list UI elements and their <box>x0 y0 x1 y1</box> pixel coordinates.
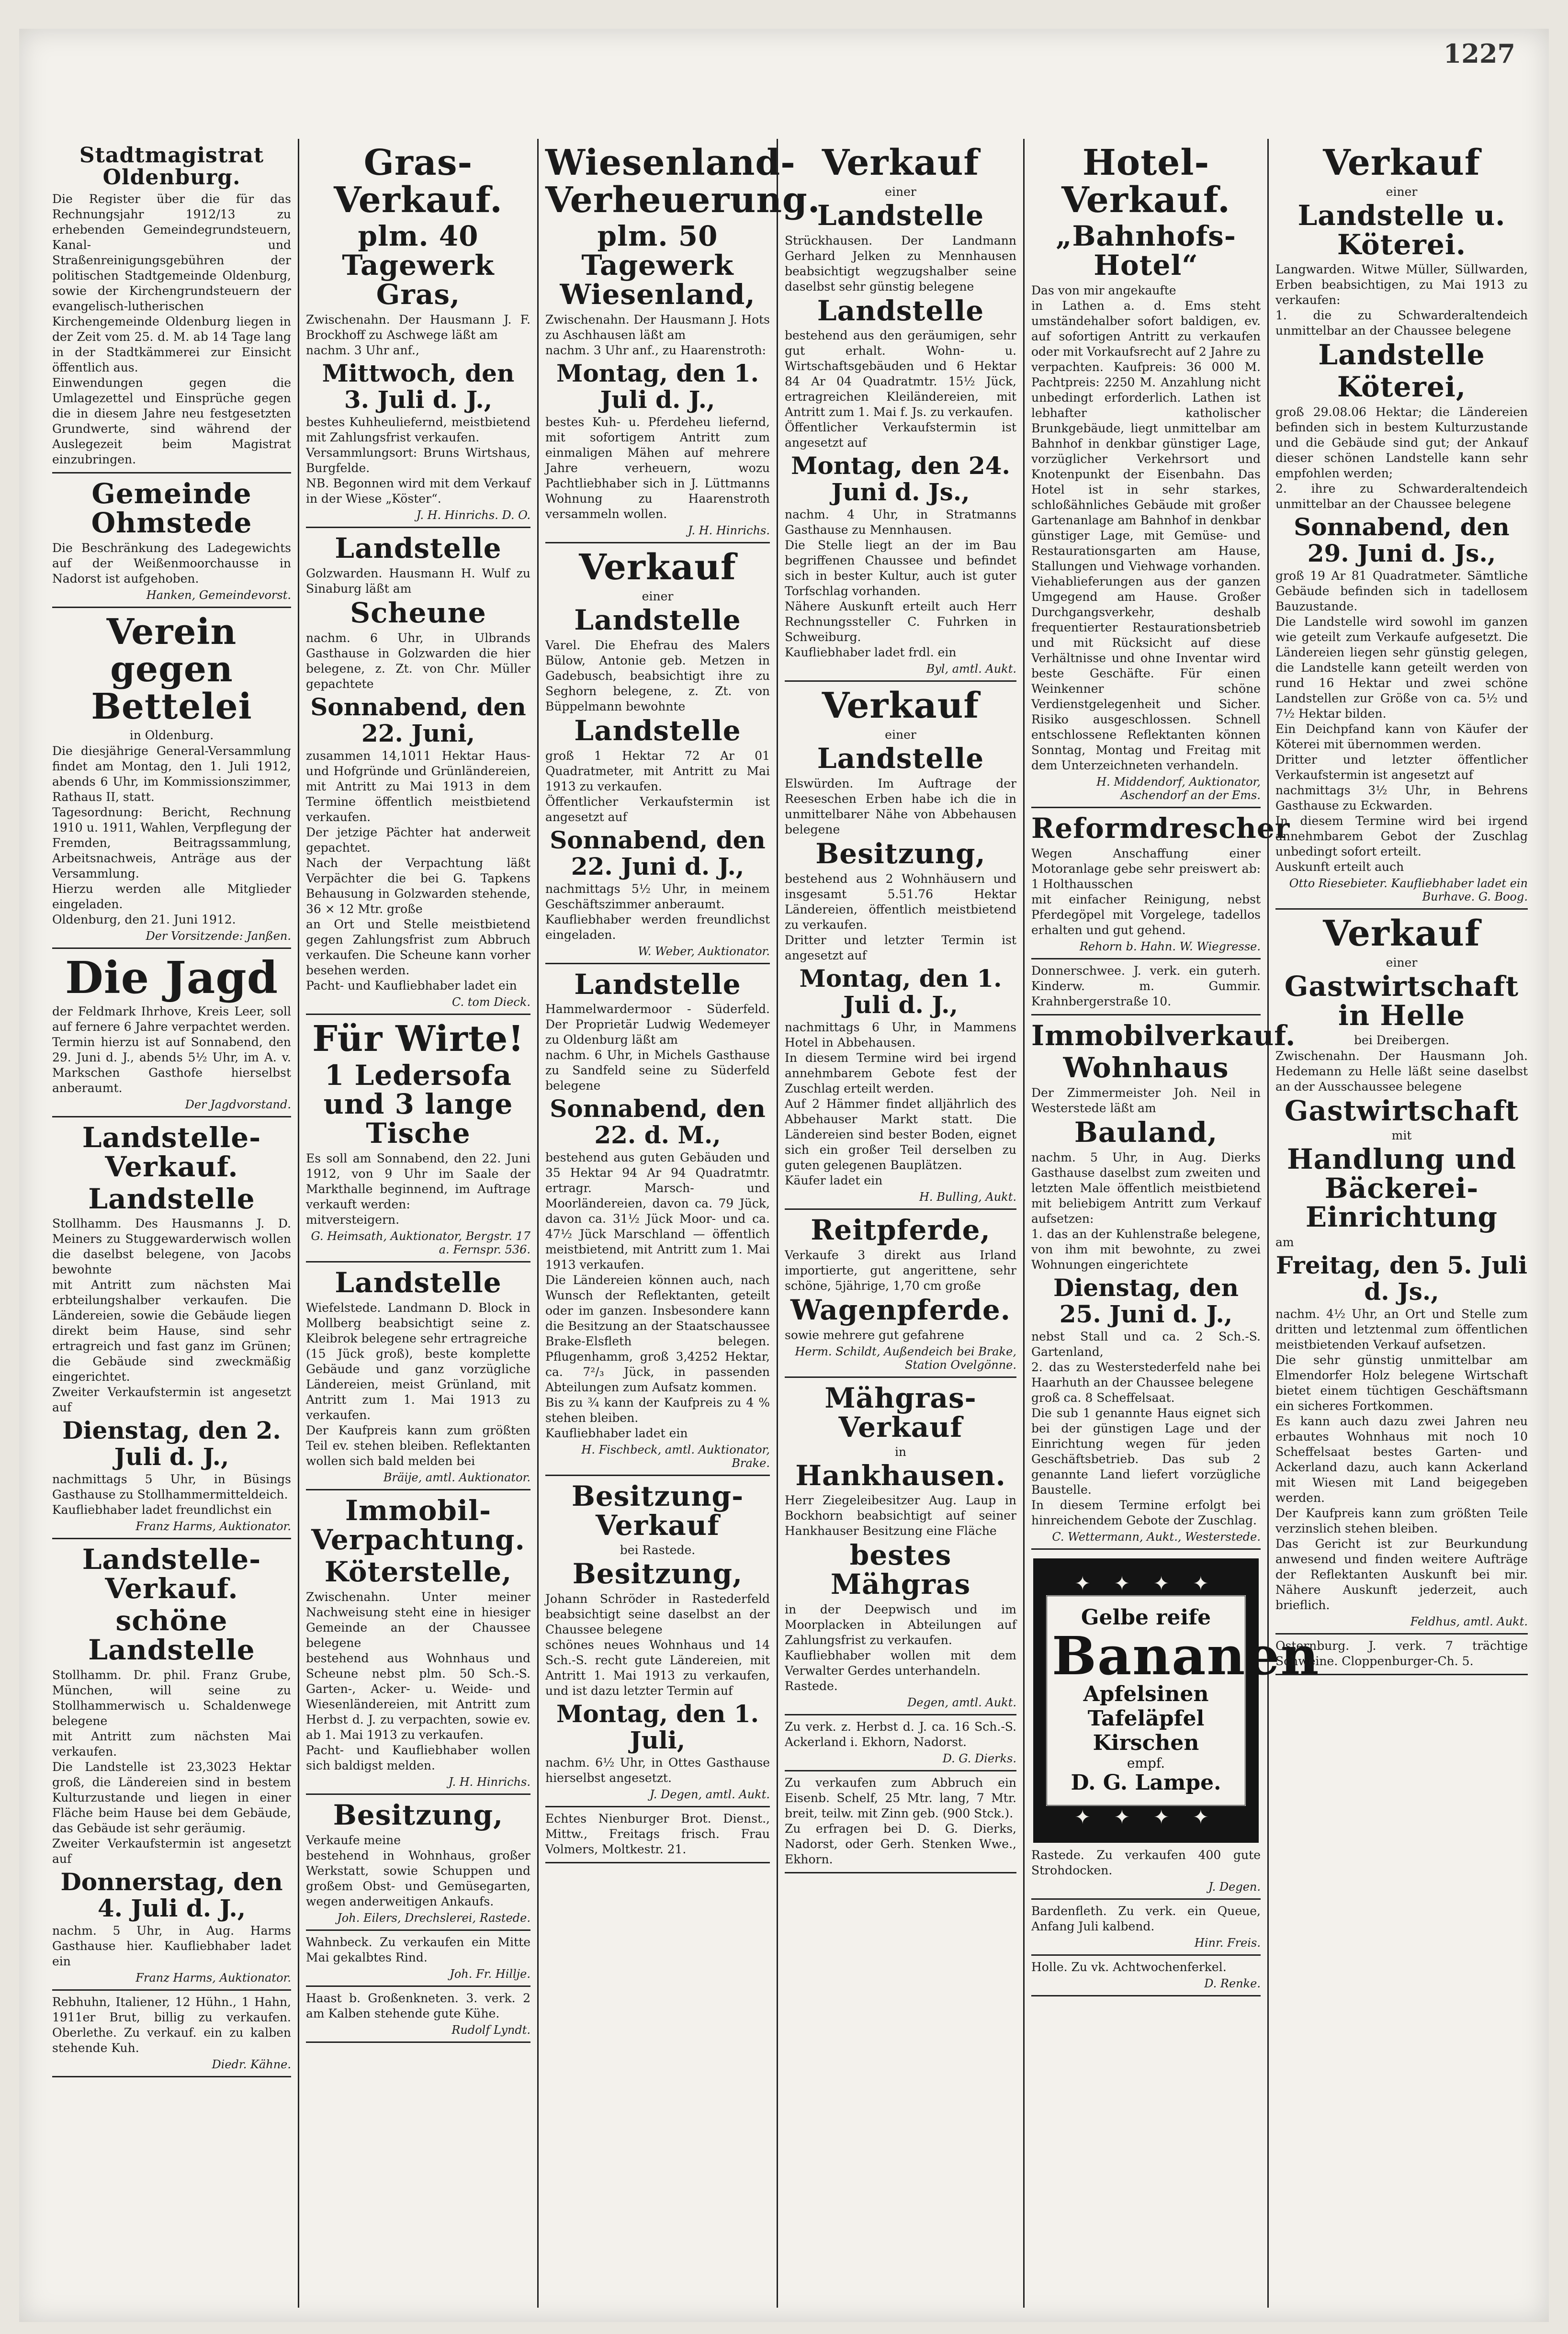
ad-body-text: Rastede. Zu verkaufen 400 gute Strohdocken. <box>1031 1848 1261 1877</box>
ad-feature-title: Köterstelle, <box>324 1555 512 1588</box>
ad-signature: J. H. Hinrichs. D. O. <box>416 508 530 522</box>
ad-body-text: Der Zimmermeister Joh. Neil in Westerstede läßt am <box>1031 1085 1261 1115</box>
ad-signature: Hanken, Gemeindevorst. <box>146 588 291 602</box>
ad-headline: Hotel-Verkauf. <box>1061 142 1230 221</box>
advertisement <box>52 1991 291 2077</box>
advertisement <box>52 474 291 608</box>
ad-body-text: groß ca. 8 Scheffelsaat. Die sub 1 genannte Haus eignet sich bei der günstigen Lage und der Einrichtung wegen für jeden Geschäftsbetrieb. Das sub 2 genannte Land liefert vorzügliche Baustelle. In diesem Termine erfolgt bei hinreichendem Gebote der Zuschlag. <box>1031 1390 1261 1527</box>
ad-headline: Gras-Verkauf. <box>334 142 503 221</box>
ad-body-text: Strückhausen. Der Landmann Gerhard Jelken zu Mennhausen beabsichtigt wegzugshalber seine daselbst sehr günstig belegene <box>785 233 1016 293</box>
ad-body-text: groß 1 Hektar 72 Ar 01 Quadratmeter, mit Antritt zu Mai 1913 zu verkaufen. Öffentlicher Verkaufstermin ist angesetzt auf <box>545 748 770 824</box>
ad-headline: Immobil-Verpachtung. <box>311 1494 525 1556</box>
ad-body-text: Herr Ziegeleibesitzer Aug. Laup in Bockhorn beabsichtigt auf seiner Hankhauser Besitzung eine Fläche <box>785 1493 1016 1538</box>
ad-feature-title: Hankhausen. <box>795 1459 1006 1492</box>
ad-signature: D. Renke. <box>1204 1976 1261 1990</box>
ad-feature-title: Gastwirtschaft <box>1284 1094 1519 1127</box>
bananen-line2: Bananen <box>1052 1625 1320 1687</box>
advertisement <box>52 949 291 1117</box>
ad-feature-title: „Bahnhofs-Hotel“ <box>1056 220 1236 282</box>
advertisement <box>1031 1900 1261 1956</box>
ad-signature: Der Jagdvorstand. <box>185 1097 291 1111</box>
ad-body-text: Elswürden. Im Auftrage der Reeseschen Erben habe ich die in unmittelbarer Nähe von Abbehausen belegene <box>785 777 1016 837</box>
advertisement <box>785 1378 1016 1715</box>
ad-feature-title: Wohnhaus <box>1063 1051 1229 1084</box>
ad-body-text: bestehend aus guten Gebäuden und 35 Hektar 94 Ar 94 Quadratmtr. ertragr. Marsch- und Moorländereien, davon ca. 79 Jück, davon ca. 31½ Jück Moor- und ca. 47½ Jück Marschland — öffentlich meistbietend, mit Antritt zum 1. Mai 1913 verkaufen. Die Ländereien können auch, nach Wunsch der Reflektanten, geteilt oder im ganzen. Insbesondere kann die Besitzung an der Staatschaussee Brake-Elsfleth belegen. Pflugenhamm, groß 3,4252 Hektar, ca. 7²/₃ Jück, in passenden Abteilungen zum Aufsatz kommen. Bis zu ¾ kann der Kaufpreis zu 4 % stehen bleiben. Kaufliebhaber ladet ein <box>545 1150 770 1441</box>
ad-subline: einer <box>642 589 674 603</box>
ad-body-text: nachmittags 5½ Uhr, in meinem Geschäftszimmer anberaumt. Kaufliebhaber werden freundlichst eingeladen. <box>545 881 770 942</box>
ad-signature: Der Vorsitzende: Janßen. <box>146 929 291 943</box>
ad-body-text: bestes Kuh- u. Pferdeheu liefernd, mit sofortigem Antritt zum einmaligen Mähen auf mehrere Jahre verheuern, wozu Pachtliebhaber sich in J. Lüttmanns Wohnung zu Haarenstroth versammeln wollen. <box>545 415 770 521</box>
ad-feature-title: Besitzung, <box>333 1798 504 1831</box>
ad-headline: Landstelle-Verkauf. <box>82 1121 261 1183</box>
ad-signature: J. Degen. <box>1208 1880 1261 1894</box>
ad-feature-title: plm. 50 Tagewerk Wiesenland, <box>560 220 756 311</box>
ad-date: Sonnabend, den 29. Juni d. Js., <box>1294 513 1510 568</box>
ad-body-text: nachm. 6½ Uhr, in Ottes Gasthause hierselbst angesetzt. <box>545 1756 770 1785</box>
ad-feature-title: Landstelle <box>335 1266 502 1299</box>
ad-date: Montag, den 1. Juli d. J., <box>556 359 759 414</box>
ad-headline: Verkauf <box>1323 913 1480 955</box>
bananen-line6: empf. <box>1127 1755 1165 1771</box>
ad-body-text: Langwarden. Witwe Müller, Süllwarden, Erben beabsichtigen, zu Mai 1913 zu verkaufen: 1. die zu Schwarderaltendeich unmittelbar an der Chaussee belegene <box>1275 262 1528 338</box>
ad-signature: Byl, amtl. Aukt. <box>926 662 1016 676</box>
advertisement <box>1275 139 1528 910</box>
ad-feature-title: Landstelle u. Köterei. <box>1297 199 1506 261</box>
ad-date: Dienstag, den 25. Juni d. J., <box>1053 1273 1239 1328</box>
newspaper-page <box>19 29 1549 2322</box>
advertisement <box>52 139 291 474</box>
ad-headline: Besitzung-Verkauf <box>571 1480 744 1542</box>
ad-signature: C. Wettermann, Aukt., Westerstede. <box>1052 1530 1261 1544</box>
ad-body-text: Hammelwardermoor - Süderfeld. Der Proprietär Ludwig Wedemeyer zu Oldenburg läßt am <box>545 1002 770 1047</box>
page-number: 1227 <box>1443 38 1515 69</box>
ad-signature: Franz Harms, Auktionator. <box>135 1520 291 1533</box>
ad-signature: Joh. Fr. Hillje. <box>450 1967 530 1981</box>
advertisement <box>306 1987 530 2043</box>
ad-body-text: groß 19 Ar 81 Quadratmeter. Sämtliche Gebäude befinden sich in tadellosem Bauzustande. Die Landstelle wird sowohl im ganzen wie geteilt zum Verkaufe aufgesetzt. Die Ländereien liegen sehr günstig gelegen, die Landstelle kann geteilt werden von rund 16 Hektar und zwei schöne Landstellen zur Größe von ca. 5½ und 7½ Hektar bilden. Ein Deichpfand kann von Käufer der Köterei mit übernommen werden. Dritter und letzter öffentlicher Verkaufstermin ist angesetzt auf <box>1275 569 1528 782</box>
ad-body-text: nachmittags 5 Uhr, in Büsings Gasthause zu Stollhammermitteldeich. Kaufliebhaber ladet freundlichst ein <box>52 1472 291 1517</box>
ad-body-text: zusammen 14,1011 Hektar Haus- und Hofgründe und Grünländereien, mit Antritt zu Mai 1913 in dem Termine öffentlich meistbietend verkaufen. Der jetzige Pächter hat anderweit gepachtet. Nach der Verpachtung läßt Verpächter die bei G. Tapkens Behausung in Golzwarden stehende, 36 × 12 Mtr. große <box>306 748 530 916</box>
ad-subline: in Oldenburg. <box>129 728 214 743</box>
ad-body-text: nachm. 4½ Uhr, an Ort und Stelle zum dritten und letztenmal zum öffentlichen meistbietenden Verkauf aufsetzen. Die sehr günstig unmittelbar am Elmendorfer Holz belegene Wirtschaft bietet einem tüchtigen Geschäftsmann ein sicheres Fortkommen. Es kann auch dazu zwei Jahren neu erbautes Wohnhaus mit noch 10 Scheffelsaat bestes Garten- und Ackerland dazu, auch kann Ackerland mit Wiesen mit Land beigegeben werden. Der Kaufpreis kann zum größten Teile verzinslich stehen bleiben. Das Gericht ist zur Beurkundung anwesend und finden weitere Aufträge der Reflektanten Auskunft bei mir. Nähere Auskunft jederzeit, auch brieflich. <box>1275 1307 1528 1612</box>
ad-date: Mittwoch, den 3. Juli d. J., <box>322 359 515 414</box>
decorative-stars: ✦ ✦ ✦ ✦ <box>1074 1806 1218 1828</box>
ad-body-text: nebst Stall und ca. 2 Sch.-S. Gartenland, 2. das zu Westerstederfeld nahe bei Haarhuth an der Chaussee belegene <box>1031 1329 1261 1389</box>
ad-date: Montag, den 1. Juli, <box>556 1700 759 1755</box>
ad-feature-title: Landstelle <box>817 199 984 232</box>
ad-headline: Stadtmagistrat Oldenburg. <box>79 143 264 190</box>
ad-feature-title: 1 Ledersofa und 3 lange Tische <box>323 1059 513 1150</box>
advertisement <box>785 1715 1016 1771</box>
ad-headline: Verein gegen Bettelei <box>91 611 252 727</box>
ad-feature-title: Landstelle <box>817 294 984 327</box>
ad-signature: H. Bulling, Aukt. <box>919 1190 1016 1204</box>
ad-body-text: Das von mir angekaufte <box>1031 283 1176 298</box>
ad-headline: Gemeinde Ohmstede <box>91 477 252 540</box>
advertisement <box>545 139 821 543</box>
ad-body-text: nachm. 6 Uhr, in Michels Gasthause zu Sandfeld seine zu Süderfeld belegene <box>545 1048 770 1093</box>
advertisement <box>545 964 770 1477</box>
ad-headline: Verkauf <box>579 547 736 588</box>
ad-feature-title: Besitzung, <box>815 837 986 870</box>
ad-signature: Herm. Schildt, Außendeich bei Brake, Station Ovelgönne. <box>795 1344 1016 1372</box>
column-4 <box>778 139 1025 2308</box>
ad-headline: Landstelle-Verkauf. <box>82 1543 261 1605</box>
ad-date: Montag, den 24. Juni d. Js., <box>791 451 1010 507</box>
ad-signature: Hinr. Freis. <box>1194 1936 1261 1950</box>
ad-body-text: Zu verkaufen zum Abbruch ein Eisenb. Schelf, 25 Mtr. lang, 7 Mtr. breit, teilw. mit Zinn geb. (900 Stck.). Zu erfragen bei D. G. Dierks, Nadorst, oder Gerh. Stenken Wwe., Ekhorn. <box>785 1776 1016 1867</box>
ad-body-text: Osternburg. J. verk. 7 trächtige Schweine. Cloppenburger-Ch. 5. <box>1275 1639 1528 1669</box>
ad-body-text: nachm. 3 Uhr anf., <box>306 343 419 358</box>
ad-headline: Verkauf <box>822 142 980 183</box>
ad-body-text: Haast b. Großenkneten. 3. verk. 2 am Kalben stehende gute Kühe. <box>306 1991 530 2020</box>
advertisement <box>785 682 1016 1209</box>
ad-body-text: schönes neues Wohnhaus und 14 Sch.-S. recht gute Ländereien, mit Antritt 1. Mai 1913 zu verkaufen, und ist dazu letzter Termin auf <box>545 1638 770 1698</box>
column-1 <box>45 139 299 2308</box>
ad-signature: G. Heimsath, Auktionator, Bergstr. 17 a. Fernspr. 536. <box>311 1229 530 1257</box>
ad-body-text: nachm. 6 Uhr, in Ulbrands Gasthause in Golzwarden die hier belegene, z. Zt. von Chr. Müller gepachtete <box>306 631 530 691</box>
ad-body-text: Zwischenahn. Der Hausmann J. F. Brockhoff zu Aschwege läßt am <box>306 313 530 342</box>
ad-signature: J. H. Hinrichs. <box>448 1775 530 1789</box>
column-2 <box>299 139 539 2308</box>
decorative-stars: ✦ ✦ ✦ ✦ <box>1074 1572 1218 1595</box>
ad-feature-title: Landstelle <box>335 532 502 565</box>
ad-body-text: mit Antritt zum nächsten Mai erbteilungshalber verkaufen. Die Ländereien, sowie die Gebäude liegen direkt beim Hause, sind sehr ertragreich und fast ganz im Grünen; die Gebäude sind zweckmäßig eingerichtet. Zweiter Verkaufstermin ist angesetzt auf <box>52 1278 291 1415</box>
ad-body-text: Wiefelstede. Landmann D. Block in Mollberg beabsichtigt seine z. Kleibrok belegene sehr ertragreiche <box>306 1301 530 1346</box>
ad-subline: bei Dreibergen. <box>1354 1033 1450 1047</box>
ad-body-text: Es soll am Sonnabend, den 22. Juni 1912, von 9 Uhr im Saale der Markthalle beginnend, im Auftrage verkauft werden: <box>306 1151 530 1212</box>
advertisement <box>306 1795 530 1931</box>
ad-headline: Verkauf <box>822 685 980 727</box>
advertisement <box>1031 139 1261 808</box>
advertisement <box>52 608 291 949</box>
bananen-line4: Tafeläpfel <box>1087 1706 1205 1731</box>
ad-date: Dienstag, den 2. Juli d. J., <box>62 1416 281 1471</box>
ad-feature-title: Reformdrescher <box>1031 812 1290 845</box>
ad-signature: Otto Riesebieter. Kaufliebhaber ladet ein Burhave. G. Boog. <box>1289 877 1528 904</box>
ad-feature-title: Landstelle <box>1318 338 1485 372</box>
advertisement <box>785 139 1016 682</box>
ad-date: Sonnabend, den 22. Juni, <box>310 692 526 747</box>
bananen-line3: Apfelsinen <box>1083 1682 1209 1707</box>
advertisement <box>306 1263 530 1490</box>
ad-body-text: in Lathen a. d. Ems steht umständehalber sofort baldigen, ev. auf sofortigen Antritt zu verkaufen oder mit Vorkaufsrecht auf 2 Jahre zu verpachten. Kaufpreis: 36 000 M. Pachtpreis: 2250 M. Anzahlung nicht unbedingt erforderlich. Lathen ist lebhafter katholischer Brunkgebäude, liegt unmittelbar am Bahnhof in denkbar günstiger Lage, vorzüglicher Verkehrsort und Knotenpunkt der Eisenbahn. Das Hotel ist in sehr starkes, schloßähnliches Gebäude mit großer Gartenanlage am Bahnhof in denkbar günstiger Lage, mit Gemüse- und Restaurationsgarten am Hause, Stallungen und Viehwage vorhanden. Viehablieferungen aus der ganzen Umgegend am Hause. Großer Durchgangsverkehr, deshalb frequentierter Restaurationsbetrieb und mit Rücksicht auf diese Verhältnisse und ohne Inventar wird beste Geschäfte. Für einen Weinkenner schöne Verdienstgelegenheit und Sicher. Risiko ausgeschlossen. Schnell entschlossene Reflektanten können Sonntag, Montag und Freitag mit dem Unterzeichneten verhandeln. <box>1031 299 1261 773</box>
advertisement <box>1275 910 1528 1635</box>
ad-body-text: Golzwarden. Hausmann H. Wulf zu Sinaburg läßt am <box>306 566 530 596</box>
ad-headline: Für Wirte! <box>312 1018 524 1060</box>
ad-signature: Joh. Eilers, Drechslerei, Rastede. <box>337 1911 530 1925</box>
ad-body-text: bestehend aus Wohnhaus und Scheune nebst plm. 50 Sch.-S. Garten-, Acker- u. Weide- und Wiesenländereien, mit Antritt zum Herbst d. J. zu verpachten, sowie ev. ab 1. Mai 1913 zu verkaufen. Pacht- und Kaufliebhaber wollen sich baldigst melden. <box>306 1651 530 1772</box>
advertisement <box>1031 959 1261 1015</box>
ad-body-text: nachmittags 3½ Uhr, in Behrens Gasthause zu Eckwarden. In diesem Termine wird bei irgend annehmbarem Gebot der Zuschlag unbedingt sofort erteilt. Auskunft erteilt auch <box>1275 783 1528 874</box>
ad-body-text: mitversteigern. <box>306 1213 400 1227</box>
ad-body-text: Varel. Die Ehefrau des Malers Bülow, Antonie geb. Metzen in Gadebusch, beabsichtigt ihre zu Seghorn belegene, z. Zt. von Büppelmann bewohnte <box>545 638 770 713</box>
advertisement <box>52 1539 291 1991</box>
ad-feature-title: Landstelle <box>88 1182 255 1215</box>
ad-signature: Feldhus, amtl. Aukt. <box>1410 1615 1528 1629</box>
advertisement <box>785 1771 1016 1873</box>
ad-body-text: Zwischenahn. Der Hausmann Joh. Hedemann zu Helle läßt seine daselbst an der Ausschaussee belegene <box>1275 1049 1528 1094</box>
ad-body-text: nachm. 5 Uhr, in Aug. Harms Gasthause hier. Kaufliebhaber ladet ein <box>52 1924 291 1969</box>
ad-body-text: Verkaufe meine <box>306 1833 401 1847</box>
advertisement-grid <box>45 139 1534 2308</box>
column-5 <box>1025 139 1320 2308</box>
advertisement <box>785 1210 1016 1378</box>
ad-feature-title: Bauland, <box>1074 1116 1218 1149</box>
ad-date: Freitag, den 5. Juli d. Js., <box>1275 1251 1528 1306</box>
ad-body-text: Wegen Anschaffung einer Motoranlage gebe sehr preiswert ab: 1 Holthausschen <box>1031 846 1261 891</box>
ad-subline: einer <box>885 728 916 742</box>
ad-body-text: mit Antritt zum nächsten Mai verkaufen. Die Landstelle ist 23,3023 Hektar groß, die Ländereien sind in bestem Kulturzustande und liegen in einer Fläche beim Hause bei dem Gebäude, das Gebäude ist sehr geräumig. Zweiter Verkaufstermin ist angesetzt auf <box>52 1729 291 1866</box>
ad-headline: Die Jagd <box>65 952 279 1004</box>
ad-body-text: bestehend aus 2 Wohnhäusern und insgesamt 5.51.76 Hektar Ländereien, öffentlich meistbietend zu verkaufen. Dritter und letzter Termin ist angesetzt auf <box>785 871 1016 962</box>
ad-date: Montag, den 1. Juli d. J., <box>799 964 1002 1019</box>
ad-body-text: Echtes Nienburger Brot. Dienst., Mittw., Freitags frisch. Frau Volmers, Moltkestr. 21. <box>545 1812 770 1857</box>
advertisement <box>1031 1015 1296 1550</box>
ad-signature: Bräije, amtl. Auktionator. <box>383 1471 530 1485</box>
ad-body-text: Zu verk. z. Herbst d. J. ca. 16 Sch.-S. Ackerland i. Ekhorn, Nadorst. <box>785 1720 1016 1749</box>
ad-feature-title: schöne Landstelle <box>88 1604 255 1667</box>
ad-feature-title: Köterei, <box>1337 371 1466 404</box>
column-6 <box>1269 139 1534 2308</box>
ad-feature-title: Landstelle <box>574 714 741 747</box>
ad-body-text: nachm. 4 Uhr, in Stratmanns Gasthause zu Mennhausen. Die Stelle liegt an der im Bau begriffenen Chaussee und befindet sich in bester Kultur, auch ist guter Torfschlag vorhanden. Nähere Auskunft erteilt auch Herr Rechnungssteller C. Fuhrken in Schweiburg. Kaufliebhaber ladet frdl. ein <box>785 507 1016 660</box>
bananen-inner-panel <box>1046 1595 1320 1806</box>
ad-body-text: Die Register über die für das Rechnungsjahr 1912/13 zu erhebenden Gemeindegrundsteuern, Kanal- und Straßenreinigungsgebühren der politischen Stadtgemeinde Oldenburg, sowie der Kirchengrundsteuern der evangelisch-lutherischen Kirchengemeinde Oldenburg liegen in der Zeit vom 25. d. M. ab 14 Tage lang in der Stadtkämmerei zur Einsicht öffentlich aus. Einwendungen gegen die Umlagezettel und Einsprüche gegen die in diesem Jahre neu festgesetzten Grundwerte, sind während der Auslegezeit beim Magistrat einzubringen. <box>52 192 291 467</box>
ad-body-text: nachm. 5 Uhr, in Aug. Dierks Gasthause daselbst zum zweiten und letzten Male öffentlich meistbietend mit beliebigem Antritt zum Verkauf aufsetzen: 1. das an der Kuhlenstraße belegene, von ihm mit bewohnte, zu zwei Wohnungen eingerichtete <box>1031 1150 1261 1272</box>
ad-body-text: Rebhuhn, Italiener, 12 Hühn., 1 Hahn, 1911er Brut, billig zu verkaufen. Oberlethe. Zu verkauf. ein zu kalben stehende Kuh. <box>52 1995 291 2055</box>
ad-body-text: Wahnbeck. Zu verkaufen ein Mitte Mai gekalbtes Rind. <box>306 1935 530 1964</box>
advertisement <box>1031 808 1290 959</box>
advertisement <box>1031 1956 1261 1996</box>
ad-body-text: (15 Jück groß), beste komplette Gebäude und ganz vorzügliche Ländereien, meist Grünland, mit Antritt zum 1. Mai 1913 zu verkaufen. Der Kaufpreis kann zum größten Teil ev. stehen bleiben. Reflektanten wollen sich bald melden bei <box>306 1347 530 1468</box>
advertisement <box>545 1807 770 1863</box>
ad-date: Sonnabend, den 22. Juni d. J., <box>550 825 766 880</box>
ad-signature: C. tom Dieck. <box>452 995 530 1009</box>
ad-signature: Franz Harms, Auktionator. <box>135 1971 291 1985</box>
ad-body-text: nachm. 3 Uhr anf., zu Haarenstroth: <box>545 343 766 358</box>
ad-feature-title: Landstelle <box>574 603 741 636</box>
advertisement <box>545 1476 770 1807</box>
advertisement <box>1031 1550 1320 1900</box>
ad-headline: Wiesenland-Verheuerung. <box>545 142 821 221</box>
ad-body-text: der Feldmark Ihrhove, Kreis Leer, soll auf fernere 6 Jahre verpachtet werden. Termin hierzu ist auf Sonnabend, den 29. Juni d. J., abends 5½ Uhr, im A. v. Markschen Gasthofe hierselbst anberaumt. <box>52 1004 291 1095</box>
ad-signature: Diedr. Kähne. <box>212 2058 291 2072</box>
ad-body-text: Die Beschränkung des Ladegewichts auf der Weißenmoorchausse in Nadorst ist aufgehoben. <box>52 541 291 586</box>
ad-body-text: an Ort und Stelle meistbietend gegen Zahlungsfrist zum Abbruch verkaufen. Die Scheune kann vorher besehen werden. Pacht- und Kaufliebhaber ladet ein <box>306 917 530 992</box>
ad-body-text: bestehend in Wohnhaus, großer Werkstatt, sowie Schuppen und großem Obst- und Gemüsegarten, wegen anderweitigen Ankaufs. <box>306 1848 530 1908</box>
ad-signature: Rehorn b. Hahn. W. Wiegresse. <box>1079 940 1261 954</box>
advertisement <box>306 1490 530 1795</box>
advertisement <box>306 1015 530 1263</box>
ad-feature-title: Wagenpferde. <box>790 1293 1011 1326</box>
ad-feature-title: Reitpferde, <box>811 1213 991 1246</box>
ad-subline: einer <box>885 184 916 199</box>
advertisement <box>306 139 530 528</box>
ad-body-text: nachmittags 6 Uhr, in Mammens Hotel in Abbehausen. In diesem Termine wird bei irgend annehmbarem Gebote fest der Zuschlag erteilt werden. Auf 2 Hämmer findet alljährlich des Abbehauser Markt statt. Die Ländereien sind bester Boden, eignet sich ein großer Teil derselben zu guten gelegenen Bauplätzen. Käufer ladet ein <box>785 1020 1016 1187</box>
ad-body-text: Stollhamm. Des Hausmanns J. D. Meiners zu Stuggewarderwisch wollen die daselbst belegene, von Jacobs bewohnte <box>52 1217 291 1277</box>
ad-feature-title: Scheune <box>350 596 486 629</box>
ad-subline: in <box>894 1444 907 1459</box>
ad-feature-title: Besitzung, <box>572 1557 743 1590</box>
ad-signature: J. H. Hinrichs. <box>688 524 770 538</box>
ad-body-text: bestes Kuhheuliefernd, meistbietend mit Zahlungsfrist verkaufen. Versammlungsort: Bruns Wirtshaus, Burgfelde. NB. Begonnen wird mit dem Verkauf in der Wiese „Köster“. <box>306 415 530 506</box>
advertisement <box>545 543 770 964</box>
ad-body-text: Holle. Zu vk. Achtwochenferkel. <box>1031 1960 1227 1974</box>
ad-body-text: Zwischenahn. Der Hausmann J. Hots zu Aschhausen läßt am <box>545 313 770 342</box>
ad-body-text: in der Deepwisch und im Moorplacken in Abteilungen auf Zahlungsfrist zu verkaufen. Kaufliebhaber wollen mit dem Verwalter Gerdes unterhandeln. Rastede. <box>785 1602 1016 1693</box>
ad-signature: W. Weber, Auktionator. <box>638 944 770 958</box>
ad-feature-title: Gastwirtschaft in Helle <box>1284 970 1519 1032</box>
advertisement <box>52 1117 291 1540</box>
ad-body-text: Donnerschwee. J. verk. ein guterh. Kinderw. m. Gummir. Krahnbergerstraße 10. <box>1031 964 1261 1009</box>
ad-subline: einer <box>1386 184 1418 199</box>
advertisement <box>306 528 530 1015</box>
ad-feature-title: Landstelle <box>817 742 984 775</box>
ad-body-text: Verkaufe 3 direkt aus Irland importierte, gut angerittene, sehr schöne, 5jährige, 1,70 cm große <box>785 1248 1016 1293</box>
ad-feature-title: bestes Mähgras <box>830 1539 971 1601</box>
ad-date: Sonnabend, den 22. d. M., <box>550 1094 766 1150</box>
ad-body-text: sowie mehrere gut gefahrene <box>785 1328 964 1342</box>
ad-body-text: Stollhamm. Dr. phil. Franz Grube, München, will seine zu Stollhammerwisch u. Schaldenwege belegene <box>52 1668 291 1728</box>
ad-feature-title: Landstelle <box>574 968 741 1001</box>
ad-body-text: am <box>1275 1235 1294 1250</box>
ad-headline: Immobilverkauf. <box>1031 1019 1296 1052</box>
ad-body-text: bestehend aus den geräumigen, sehr gut erhalt. Wohn- u. Wirtschaftsgebäuden und 6 Hektar 84 Ar 04 Quadratmtr. 15½ Jück, ertragreichen Kleiländereien, mit Antritt zum 1. Mai f. Js. zu verkaufen. Öffentlicher Verkaufstermin ist angesetzt auf <box>785 328 1016 450</box>
ad-body-text: Bardenfleth. Zu verk. ein Queue, Anfang Juli kalbend. <box>1031 1904 1261 1933</box>
ad-headline: Mähgras-Verkauf <box>824 1381 977 1443</box>
ad-body-text: Die diesjährige General-Versammlung findet am Montag, den 1. Juli 1912, abends 6 Uhr, im Kommissionszimmer, Rathaus II, statt. Tagesordnung: Bericht, Rechnung 1910 u. 1911, Wahlen, Verpflegung der Fremden, Beitragssammlung, Arbeitsnachweis, Anträge aus der Versammlung. Hierzu werden alle Mitglieder eingeladen. Oldenburg, den 21. Juni 1912. <box>52 744 291 927</box>
ad-feature-title: plm. 40 Tagewerk Gras, <box>342 220 495 311</box>
ad-signature: J. Degen, amtl. Aukt. <box>650 1788 770 1802</box>
bananen-line1: Gelbe reife <box>1081 1605 1211 1630</box>
ad-subline: mit <box>1391 1128 1412 1142</box>
ad-subline: einer <box>1386 955 1418 970</box>
ad-headline: Verkauf <box>1323 142 1480 183</box>
advertisement <box>1275 1635 1528 1675</box>
ad-body-text: Zwischenahn. Unter meiner Nachweisung steht eine in hiesiger Gemeinde an der Chaussee belegene <box>306 1590 530 1650</box>
ad-body-text: mit einfacher Reinigung, nebst Pferdegöpel mit Vorgelege, tadellos erhalten und gut gehend. <box>1031 892 1261 937</box>
ad-body-text: Johann Schröder in Rastederfeld beabsichtigt seine daselbst an der Chaussee belegene <box>545 1592 770 1637</box>
ad-signature: H. Middendorf, Auktionator, Aschendorf an der Ems. <box>1096 775 1261 802</box>
ad-signature: Degen, amtl. Aukt. <box>907 1696 1016 1710</box>
bananen-line5: Kirschen <box>1093 1730 1199 1755</box>
ad-date: Donnerstag, den 4. Juli d. J., <box>60 1868 283 1923</box>
ad-signature: Rudolf Lyndt. <box>451 2023 530 2037</box>
bananen-line7: D. G. Lampe. <box>1071 1770 1221 1795</box>
advertisement <box>306 1931 530 1987</box>
bananen-advertisement <box>1033 1558 1320 1843</box>
ad-signature: H. Fischbeck, amtl. Auktionator, Brake. <box>581 1443 770 1470</box>
column-3 <box>539 139 821 2308</box>
ad-signature: D. G. Dierks. <box>942 1752 1016 1766</box>
ad-feature-title: Handlung und Bäckerei-Einrichtung <box>1286 1142 1517 1234</box>
ad-body-text: groß 29.08.06 Hektar; die Ländereien befinden sich in bestem Kulturzustande und die Gebäude sind gut; der Ankauf dieser schönen Landstelle kann sehr empfohlen werden; 2. ihre zu Schwarderaltendeich unmittelbar an der Chaussee belegene <box>1275 405 1528 511</box>
ad-subline: bei Rastede. <box>620 1543 696 1557</box>
